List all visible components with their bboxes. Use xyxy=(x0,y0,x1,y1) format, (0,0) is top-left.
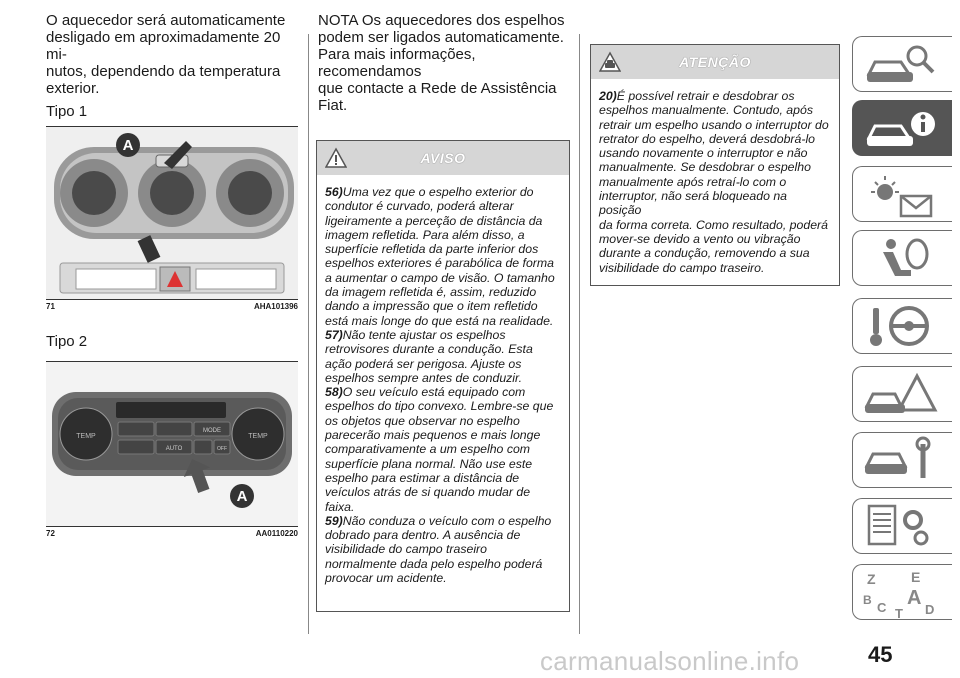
atencao-item-line: durante a condução, removendo a sua xyxy=(599,246,810,261)
aviso-item-line: está mais longe do que está na realidade. xyxy=(325,313,554,328)
tab-technical-data[interactable] xyxy=(852,498,952,554)
auto-button-label: AUTO xyxy=(165,446,183,452)
climate-panel-type2-image xyxy=(46,362,298,526)
car-info-icon xyxy=(861,104,941,154)
aviso-item-line: ação poderá ser perigosa. Ajuste os xyxy=(325,356,522,371)
page-number: 45 xyxy=(868,642,893,667)
aviso-item-line: condutor é curvado, poderá alterar xyxy=(325,199,514,214)
aviso-item-line: retrovisores durante a condução. Esta xyxy=(325,342,533,357)
atencao-header xyxy=(591,45,839,79)
climate-panel-type2-illustration xyxy=(46,362,298,526)
atencao-item xyxy=(599,89,831,275)
mode-button-label: MODE xyxy=(203,428,221,434)
aviso-box xyxy=(316,140,570,612)
atencao-item-line: usando novamente o interruptor e não xyxy=(599,146,808,161)
note-line: que contacte a Rede de Assistência xyxy=(318,80,557,97)
aviso-item-line: espelhos do tipo convexo. Lembre-se que xyxy=(325,399,554,414)
key-steering-wheel-icon xyxy=(861,302,941,352)
callout-a-label: A xyxy=(236,488,248,505)
temp-knob-left-label: TEMP xyxy=(76,433,96,440)
climate-panel-type1-image xyxy=(46,127,298,299)
aviso-item-line: parecerão mais pequenos e mais longe xyxy=(325,428,541,443)
aviso-title: AVISO xyxy=(420,150,466,166)
aviso-content xyxy=(317,175,569,593)
aviso-item-line: Não conduza o veículo com o espelho xyxy=(342,513,552,528)
aviso-item-line: provocar um acidente. xyxy=(325,571,447,586)
intro-line: exterior. xyxy=(46,80,100,97)
figure-caption xyxy=(46,526,298,538)
aviso-item-line: superfície plana normal. Não use este xyxy=(325,456,533,471)
aviso-item-number: 56) xyxy=(325,185,343,199)
car-warning-icon xyxy=(861,370,941,420)
note-line: podem ser ligados automaticamente. xyxy=(318,29,564,46)
tab-starting-driving[interactable] xyxy=(852,298,952,354)
tipo2-heading: Tipo 2 xyxy=(46,333,88,350)
aviso-item xyxy=(325,328,561,385)
aviso-item-line: os objetos que observar no espelho xyxy=(325,413,520,428)
tab-lights-messages[interactable] xyxy=(852,166,952,222)
aviso-item-line: superfície refletida da parte inferior dos xyxy=(325,242,539,257)
atencao-item-line: retrair um espelho usando o interruptor do xyxy=(599,117,829,132)
column-1 xyxy=(46,12,300,120)
warning-triangle-icon xyxy=(325,147,347,169)
tab-safety[interactable] xyxy=(852,230,952,286)
note-line: Fiat. xyxy=(318,97,348,114)
column-divider xyxy=(308,34,309,634)
car-caution-icon xyxy=(599,51,621,73)
aviso-item-line: espelhos exteriores é parabólica de forma xyxy=(325,256,554,271)
tab-index[interactable] xyxy=(852,564,952,620)
index-letter: A xyxy=(907,587,922,609)
aviso-header xyxy=(317,141,569,175)
aviso-item-line: dobrado para dentro. A ausência de xyxy=(325,528,521,543)
aviso-item-line: comparativamente a um espelho com xyxy=(325,442,531,457)
atencao-box xyxy=(590,44,840,286)
watermark: carmanualsonline.info xyxy=(540,646,800,676)
aviso-item xyxy=(325,185,561,328)
atencao-item-line: mover-se devido a vento ou vibração xyxy=(599,231,801,246)
aviso-item-number: 57) xyxy=(325,327,343,342)
index-letter: T xyxy=(895,606,903,618)
atencao-item-line: visibilidade do campo traseiro. xyxy=(599,260,765,275)
figure-code: AHA101396 xyxy=(253,302,298,311)
atencao-title: ATENÇÃO xyxy=(679,54,751,70)
aviso-item-line: da imagem refletida é, assim, reduzido xyxy=(325,285,537,300)
aviso-item-line: veículos atrás de si quando mudar de xyxy=(325,485,531,500)
car-magnifier-icon xyxy=(861,40,941,90)
aviso-item-line: imagem refletida. Para além disso, a xyxy=(325,227,525,242)
off-button-label: OFF xyxy=(217,446,227,452)
alphabet-index-icon xyxy=(861,568,941,618)
aviso-item xyxy=(325,385,561,514)
tab-car-info[interactable] xyxy=(852,100,952,156)
aviso-item-line: dando a impressão que o item refletido xyxy=(325,299,538,314)
lights-envelope-icon xyxy=(861,170,941,220)
aviso-item-line: faixa. xyxy=(325,499,355,514)
atencao-item-line: interruptor, não será bloqueado na posição xyxy=(599,189,788,218)
aviso-item-line: a aumentar o campo de visão. O tamanho xyxy=(325,270,555,285)
callout-a-label: A xyxy=(122,137,134,154)
figure-number: 72 xyxy=(46,529,55,538)
index-letter: D xyxy=(925,602,935,617)
index-letter: Z xyxy=(867,571,876,587)
note-line: Para mais informações, recomendamos xyxy=(318,46,476,80)
figure-72 xyxy=(46,361,298,538)
figure-code: AA0110220 xyxy=(255,529,298,538)
aviso-item-line: Uma vez que o espelho exterior do xyxy=(342,185,534,199)
aviso-item-line: O seu veículo está equipado com xyxy=(342,385,526,400)
seat-airbag-icon xyxy=(861,234,941,284)
aviso-item-line: ligeiramente a perceção de distância da xyxy=(325,213,543,228)
atencao-content xyxy=(591,79,839,283)
intro-paragraph xyxy=(46,12,300,97)
atencao-item-line: espelhos manualmente. Contudo, após xyxy=(599,103,813,118)
atencao-item-line: da forma correta. Como resultado, poderá xyxy=(599,217,828,232)
note-line: NOTA Os aquecedores dos espelhos xyxy=(318,12,565,29)
figure-number: 71 xyxy=(46,302,55,311)
aviso-item-number: 59) xyxy=(325,513,343,528)
intro-line: O aquecedor será automaticamente xyxy=(46,12,286,29)
atencao-item-line: manualmente. Se desdobrar o espelho xyxy=(599,160,811,175)
figure-71 xyxy=(46,126,298,311)
aviso-item-line: visibilidade do campo traseiro xyxy=(325,542,487,557)
aviso-item-line: espelhos sempre antes de conduzir. xyxy=(325,370,523,385)
figure-caption xyxy=(46,299,298,311)
atencao-item-line: retrator do espelho, deverá desdobrá-lo xyxy=(599,131,816,146)
climate-panel-type1-illustration xyxy=(46,127,298,299)
specs-gears-icon xyxy=(861,502,941,552)
atencao-item-line: manualmente após retraí-lo com o xyxy=(599,174,787,189)
index-letter: B xyxy=(863,593,872,607)
note-paragraph xyxy=(318,12,570,114)
atencao-item-number: 20) xyxy=(599,89,617,103)
aviso-item-line: normalmente dada pelo espelho poderá xyxy=(325,556,543,571)
intro-line: nutos, dependendo da temperatura xyxy=(46,63,281,80)
index-letter: E xyxy=(911,569,921,585)
aviso-item-line: Não tente ajustar os espelhos xyxy=(342,327,506,342)
car-wrench-icon xyxy=(861,436,941,486)
tab-car-inspection[interactable] xyxy=(852,36,952,92)
atencao-item-line: É possível retrair e desdobrar os xyxy=(616,89,795,103)
temp-knob-right-label: TEMP xyxy=(248,433,268,440)
aviso-item-line: espelho para estimar a distância de xyxy=(325,470,520,485)
column-2 xyxy=(318,12,570,114)
aviso-item-number: 58) xyxy=(325,385,343,400)
aviso-item xyxy=(325,514,561,585)
intro-line: desligado em aproximadamente 20 mi- xyxy=(46,29,281,63)
index-letter: C xyxy=(877,600,887,615)
tab-maintenance[interactable] xyxy=(852,432,952,488)
tipo1-heading: Tipo 1 xyxy=(46,103,88,120)
column-divider xyxy=(579,34,580,634)
tab-emergency[interactable] xyxy=(852,366,952,422)
